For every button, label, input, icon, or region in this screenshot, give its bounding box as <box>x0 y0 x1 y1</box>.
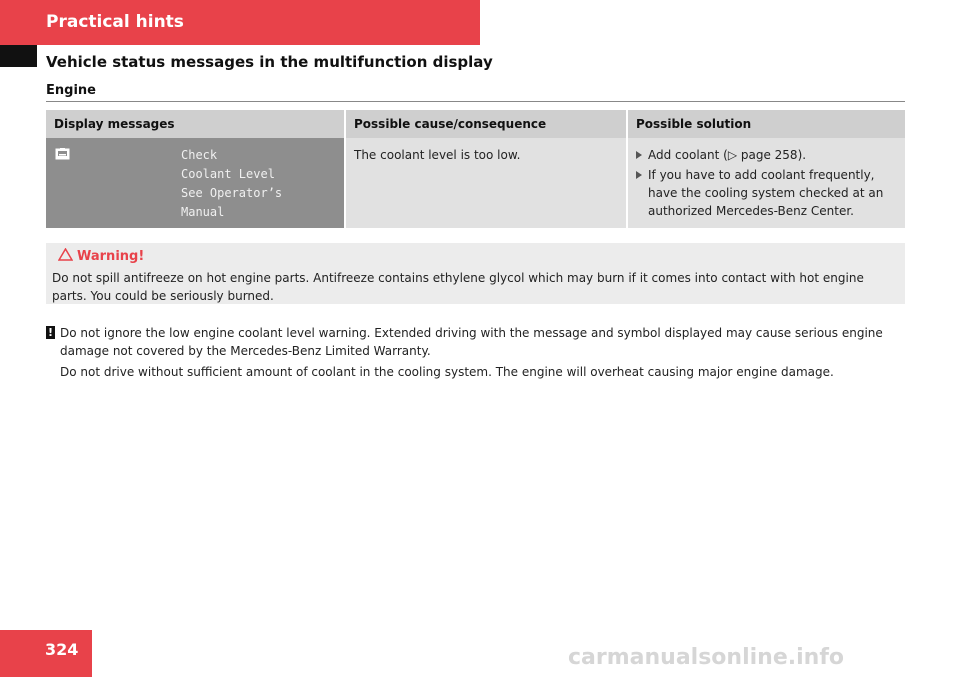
column-header: Display messages <box>46 110 345 138</box>
solution-item: If you have to add coolant frequently, have the cooling system checked at an authorized Mercedes-Benz Center. <box>636 166 897 220</box>
exclamation-icon: ! <box>47 326 54 339</box>
arrow-icon <box>636 151 642 159</box>
notice-block <box>46 324 905 384</box>
warning-text: Do not spill antifreeze on hot engine parts. Antifreeze contains ethylene glycol which may burn if it comes into contact with hot engine parts. You could be seriously burned. <box>52 271 864 303</box>
section-title: Vehicle status messages in the multifunction display <box>46 53 493 71</box>
display-line: Coolant Level <box>181 167 275 181</box>
solution-item: Add coolant (▷ page 258). <box>636 146 897 164</box>
warning-title: Warning! <box>77 249 145 264</box>
display-line: Manual <box>181 205 225 219</box>
display-text <box>181 146 282 222</box>
header-bar <box>0 0 480 45</box>
section-tab <box>0 45 37 67</box>
table-header-row <box>46 110 905 138</box>
table-row <box>46 138 905 228</box>
page-number: 324 <box>45 640 79 659</box>
notice-paragraph: Do not ignore the low engine coolant level warning. Extended driving with the message and symbol displayed may cause serious engine damage not covered by the Mercedes-Benz Limited Warranty. <box>60 326 883 358</box>
subsection-title: Engine <box>46 83 96 98</box>
arrow-icon <box>636 171 642 179</box>
notice-paragraph: Do not drive without sufficient amount of coolant in the cooling system. The engine will overheat causing major engine damage. <box>60 365 834 379</box>
divider <box>46 101 905 102</box>
warning-triangle-icon <box>58 248 73 261</box>
coolant-level-icon <box>55 148 70 160</box>
page-ref-link[interactable]: ▷ page 258). <box>727 148 807 162</box>
watermark: carmanualsonline.info <box>568 645 844 670</box>
column-header: Possible solution <box>627 110 905 138</box>
page-number-box <box>0 630 92 677</box>
cause-cell: The coolant level is too low. <box>345 138 627 228</box>
chapter-title: Practical hints <box>46 12 184 32</box>
display-line: See Operator’s <box>181 186 283 200</box>
solution-cell <box>627 138 905 228</box>
display-line: Check <box>181 148 218 162</box>
warning-box <box>46 243 905 304</box>
warning-heading <box>58 248 144 264</box>
column-header: Possible cause/consequence <box>345 110 627 138</box>
status-messages-table <box>46 110 905 228</box>
display-message-cell <box>46 138 345 228</box>
